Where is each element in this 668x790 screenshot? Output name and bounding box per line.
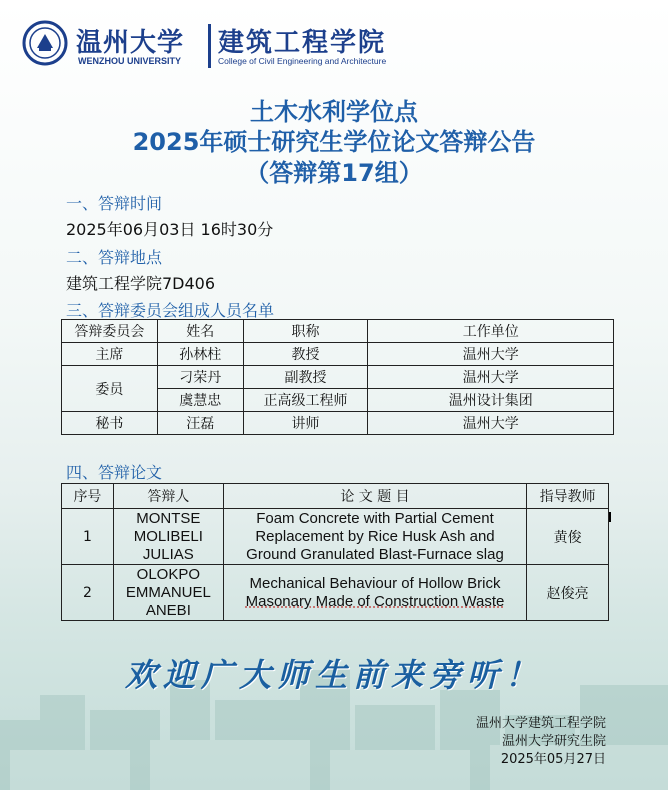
topic-line: Ground Granulated Blast-Furnace slag	[246, 545, 504, 563]
committee-title: 副教授	[243, 366, 368, 389]
committee-name: 刁荣丹	[157, 366, 243, 389]
table-row	[62, 412, 614, 435]
committee-name: 虞慧忠	[157, 389, 243, 412]
table-header-row	[62, 320, 614, 343]
time-value: 2025年06月03日 16时30分	[66, 220, 274, 239]
table-header-cell: 姓名	[157, 320, 243, 343]
committee-role: 秘书	[62, 412, 158, 435]
committee-unit: 温州大学	[368, 412, 614, 435]
thesis-student	[113, 565, 223, 621]
committee-title: 讲师	[243, 412, 368, 435]
table-header-cell: 职称	[243, 320, 368, 343]
title-line-1: 土木水利学位点	[250, 98, 418, 126]
table-row	[62, 366, 614, 389]
table-header-cell: 序号	[62, 484, 114, 509]
table-row	[62, 343, 614, 366]
committee-unit: 温州设计集团	[368, 389, 614, 412]
table-row	[62, 565, 609, 621]
table-header-cell: 指导教师	[527, 484, 609, 509]
committee-unit: 温州大学	[368, 366, 614, 389]
header-divider	[208, 24, 211, 68]
welcome-slogan: 欢迎广大师生前来旁听！	[124, 656, 543, 694]
signature-college: 温州大学建筑工程学院	[475, 716, 606, 731]
title-line-3: （答辩第17组）	[245, 159, 423, 187]
committee-unit: 温州大学	[368, 343, 614, 366]
committee-title: 正高级工程师	[243, 389, 368, 412]
committee-title: 教授	[243, 343, 368, 366]
student-name-line: ANEBI	[145, 601, 191, 619]
thesis-heading: 四、答辩论文	[66, 463, 163, 482]
thesis-advisor: 赵俊亮	[527, 565, 609, 621]
table-row	[62, 509, 609, 565]
topic-line: Masonary Made of Construction Waste	[245, 592, 505, 610]
thesis-number: 1	[62, 509, 114, 565]
student-name-line: OLOKPO	[136, 565, 201, 583]
table-header-row	[62, 484, 609, 509]
committee-role: 主席	[62, 343, 158, 366]
committee-table	[61, 319, 614, 435]
topic-line: Mechanical Behaviour of Hollow Brick	[249, 574, 501, 592]
university-name-cn: 温州大学	[76, 28, 185, 58]
place-heading: 二、答辩地点	[66, 248, 163, 267]
student-name-line: MOLIBELI	[133, 527, 203, 545]
thesis-advisor: 黄俊	[527, 509, 609, 565]
college-name-cn: 建筑工程学院	[218, 28, 387, 58]
thesis-topic	[223, 509, 526, 565]
thesis-student	[113, 509, 223, 565]
title-line-2: 2025年硕士研究生学位论文答辩公告	[132, 128, 536, 156]
table-header-cell: 答辩人	[113, 484, 223, 509]
student-name-line: MONTSE	[136, 509, 201, 527]
topic-line: Replacement by Rice Husk Ash and	[255, 527, 495, 545]
table-header-cell: 工作单位	[368, 320, 614, 343]
thesis-table	[61, 483, 609, 621]
student-name-line: JULIAS	[142, 545, 194, 563]
thesis-topic	[223, 565, 526, 621]
committee-role: 委员	[62, 366, 158, 412]
committee-heading: 三、答辩委员会组成人员名单	[66, 301, 275, 320]
time-heading: 一、答辩时间	[66, 194, 163, 213]
university-name-en: WENZHOU UNIVERSITY	[78, 56, 182, 66]
signature-date: 2025年05月27日	[500, 752, 606, 767]
committee-name: 汪磊	[157, 412, 243, 435]
thesis-number: 2	[62, 565, 114, 621]
table-header-cell: 答辩委员会	[62, 320, 158, 343]
place-value: 建筑工程学院7D406	[66, 274, 216, 293]
university-seal-icon	[22, 20, 68, 66]
topic-line: Foam Concrete with Partial Cement	[256, 509, 494, 527]
student-name-line: EMMANUEL	[125, 583, 211, 601]
signature-graduate-school: 温州大学研究生院	[501, 734, 606, 749]
college-name-en: College of Civil Engineering and Architecture	[218, 56, 387, 66]
text-cursor	[609, 512, 611, 522]
committee-name: 孙林柱	[157, 343, 243, 366]
table-header-cell: 论 文 题 目	[223, 484, 526, 509]
